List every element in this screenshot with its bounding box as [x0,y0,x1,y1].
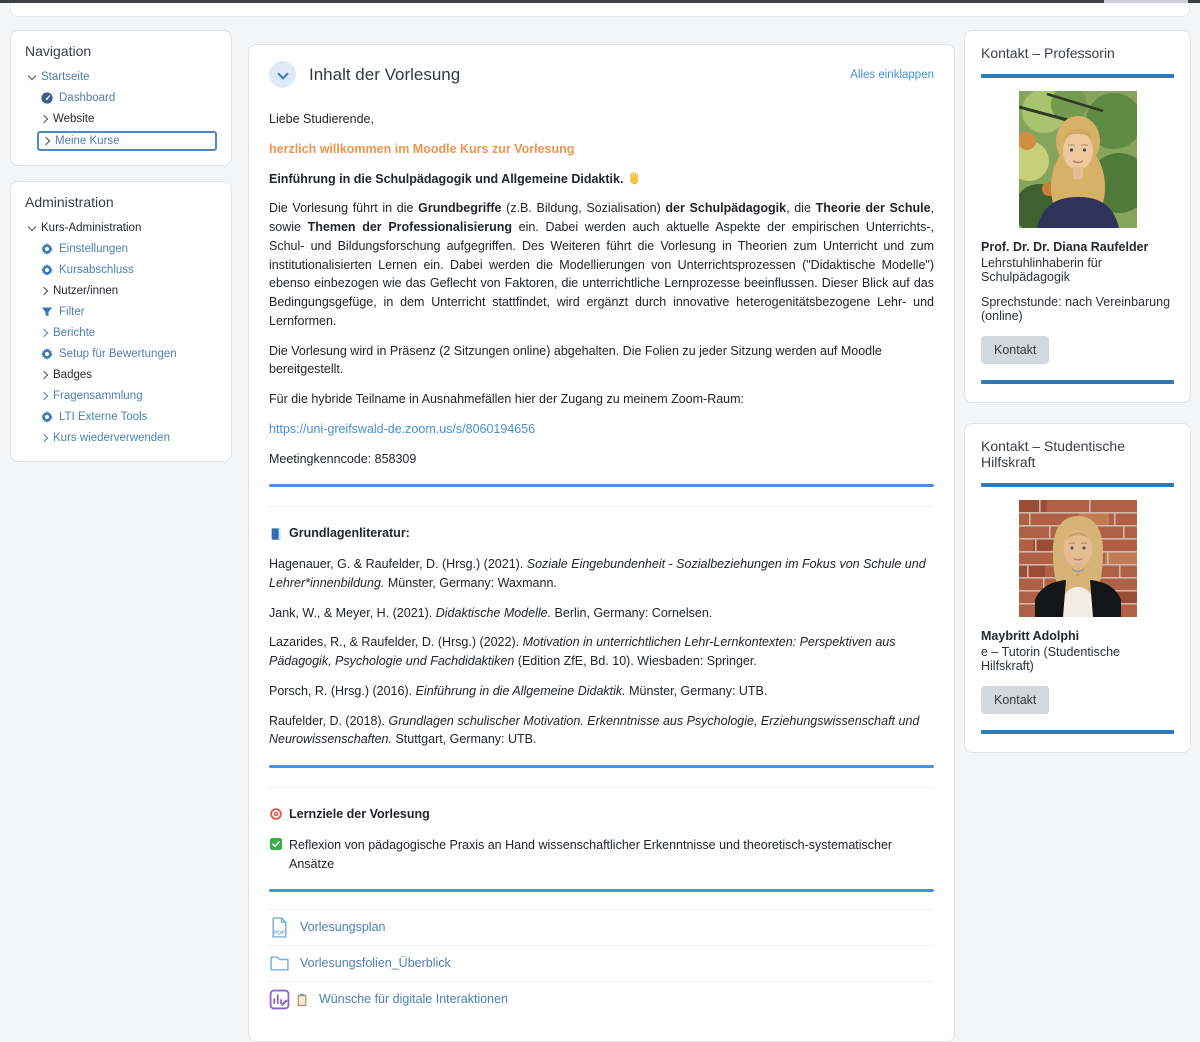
folder-icon [269,953,290,974]
navigation-block-title: Navigation [25,43,92,59]
kontakt-button[interactable]: Kontakt [981,686,1049,714]
filter-funnel-icon [41,306,53,318]
course-content-card [248,44,955,1042]
sidebar-item-dashboard[interactable]: Dashboard [37,89,217,107]
sidebar-item-lti-externe-tools[interactable]: LTI Externe Tools [37,408,217,426]
sidebar-item-kurs-administration[interactable]: Kurs-Administration [25,219,217,237]
contact-role: Lehrstuhlinhaberin für Schulpädagogik [981,256,1102,284]
contact-role: e – Tutorin (Studentische Hilfskraft) [981,645,1120,673]
section-title: Inhalt der Vorlesung [309,64,461,84]
svg-text:PDF: PDF [273,930,285,937]
professor-portrait [1019,91,1137,228]
kontakt-button[interactable]: Kontakt [981,336,1049,364]
goals-heading: Lernziele der Vorlesung [269,805,934,824]
contact-block-title: Kontakt – Studentische Hilfskraft [981,438,1125,470]
sidebar-item-kurs-wiederverwenden[interactable]: Kurs wiederverwenden [37,429,217,447]
section-content [269,110,934,1017]
sidebar-item-berichte[interactable]: Berichte [37,324,217,342]
sidebar-item-filter[interactable]: Filter [37,303,217,321]
blue-divider [269,484,934,487]
feedback-activity-icon [269,989,290,1010]
sidebar-item-fragensammlung[interactable]: Fragensammlung [37,387,217,405]
section-divider [269,506,934,507]
navigation-tree [25,68,217,151]
gear-icon [41,243,53,255]
literature-entry: Lazarides, R., & Raufelder, D. (Hrsg.) (2022). Motivation in unterrichtlichen Lehr-Lernkontexten: Perspektiven aus Pädagogik, Psychologie und Fachdidaktiken (Edition ZfE, Bd. 10). Wiesbaden: Springer. [269,635,896,668]
sidebar-item-einstellungen[interactable]: Einstellungen [37,240,217,258]
sidebar-item-setup-bewertungen[interactable]: Setup für Bewertungen [37,345,217,363]
chevron-right-icon [40,434,48,442]
course-title-line: Einführung in die Schulpädagogik und Allgemeine Didaktik. [269,170,934,189]
contact-name: Maybritt Adolphi [981,629,1080,643]
meeting-code: Meetingkenncode: 858309 [269,451,417,466]
block-rule [981,380,1174,384]
block-rule [981,730,1174,734]
collapsed-navbar [10,3,1190,17]
sidebar-item-website[interactable]: Website [37,110,217,128]
chevron-down-icon [277,68,288,79]
sidebar-item-badges[interactable]: Badges [37,366,217,384]
goal-item: Reflexion von pädagogische Praxis an Hand wissenschaftlicher Erkenntnisse und theoretisch-systematischer Ansätze [269,836,934,874]
section-header [269,61,934,88]
section-divider [269,787,934,788]
contact-assistant-block [964,423,1191,753]
green-check-icon [269,837,283,851]
administration-tree [25,219,217,447]
block-rule [981,74,1174,78]
chevron-right-icon [42,137,50,145]
left-sidebar [10,30,232,477]
course-description: Die Vorlesung führt in die Grundbegriffe (z.B. Bildung, Sozialisation) der Schulpädagogik, die Theorie der Schule, sowie Themen der Professionalisierung ein. Dabei werden auch aktuelle Aspekte der empirischen Unterrichts-, Schul- und Bildungsforschung aufgegriffen. Des Weiteren führt die Vorlesung in Theorien zum Unterricht und zum institutionalisierten Lernen ein. Dabei werden die Modellierungen von Unterrichtsprozessen ("Didaktische Modelle") ebenso einbezogen wie das Geflecht von Faktoren, die unterrichtliche Lernprozesse beeinflussen. Dieser Blick auf das Bedingungsgefüge, in dem Unterricht stattfindet, wird ergänzt durch innovative heterogenitätsbezogene Lehr- und Lernformen. [269,201,935,328]
clipboard-icon [295,993,309,1007]
activity-row-wuensche[interactable]: Wünsche für digitale Interaktionen [269,981,934,1017]
activity-row-vorlesungsfolien[interactable]: Vorlesungsfolien_Überblick [269,945,934,981]
contact-block-title: Kontakt – Professorin [981,45,1115,61]
chevron-right-icon [40,115,48,123]
blue-divider [269,889,934,892]
activity-row-vorlesungsplan[interactable]: PDF Vorlesungsplan [269,909,934,945]
sidebar-item-kursabschluss[interactable]: Kursabschluss [37,261,217,279]
blue-book-icon [269,527,283,541]
literature-entry: Raufelder, D. (2018). Grundlagen schulischer Motivation. Erkenntnisse aus Psychologie, Erziehungswissenschaft und Neurowissenschaften. Stuttgart, Germany: UTB. [269,713,920,747]
chevron-right-icon [40,392,48,400]
literature-entry: Jank, W., & Meyer, H. (2021). Didaktische Modelle. Berlin, Germany: Cornelsen. [269,605,713,620]
waving-hand-icon [627,171,641,185]
welcome-text: herzlich willkommen im Moodle Kurs zur Vorlesung [269,141,575,156]
literature-entry: Hagenauer, G. & Raufelder, D. (Hrsg.) (2021). Soziale Eingebundenheit - Sozialbeziehungen im Fokus von Schule und Lehrer*innenbildung. Münster, Germany: Waxmann. [269,557,926,590]
praesenz-text: Die Vorlesung wird in Präsenz (2 Sitzungen online) abgehalten. Die Folien zu jeder Sitzung werden auf Moodle bereitgestellt. [269,343,882,377]
activity-list [269,909,934,1017]
chevron-right-icon [40,287,48,295]
target-icon [269,807,283,821]
collapse-section-button[interactable] [269,61,296,88]
contact-professor-block [964,30,1191,403]
literature-entry: Porsch, R. (Hrsg.) (2016). Einführung in die Allgemeine Didaktik. Münster, Germany: UTB. [269,683,768,698]
gear-icon [41,411,53,423]
sidebar-item-startseite[interactable]: Startseite [25,68,217,86]
assistant-portrait [1019,500,1137,617]
sidebar-item-nutzer-innen[interactable]: Nutzer/innen [37,282,217,300]
main-column [248,44,955,1042]
gear-icon [41,348,53,360]
chevron-right-icon [40,329,48,337]
literature-heading: Grundlagenliteratur: [269,524,934,543]
chevron-down-icon [28,72,36,80]
right-sidebar [964,30,1191,773]
sidebar-item-meine-kurse[interactable]: Meine Kurse [37,131,217,151]
greeting-text: Liebe Studierende, [269,112,374,126]
chevron-right-icon [40,371,48,379]
zoom-room-link[interactable]: https://uni-greifswald-de.zoom.us/s/8060194656 [269,421,536,436]
hybrid-text: Für die hybride Teilname in Ausnahmefällen hier der Zugang zu meinem Zoom-Raum: [269,392,745,406]
collapse-all-link[interactable]: Alles einklappen [850,68,934,81]
contact-name: Prof. Dr. Dr. Diana Raufelder [981,240,1149,254]
navigation-block [10,30,232,166]
administration-block-title: Administration [25,194,114,210]
dashboard-gauge-icon [41,92,53,104]
administration-block [10,181,232,462]
chevron-down-icon [28,223,36,231]
pdf-file-icon [269,917,290,938]
block-rule [981,483,1174,487]
blue-divider [269,765,934,768]
office-hours: Sprechstunde: nach Vereinbarung (online) [981,295,1171,323]
gear-icon [41,264,53,276]
